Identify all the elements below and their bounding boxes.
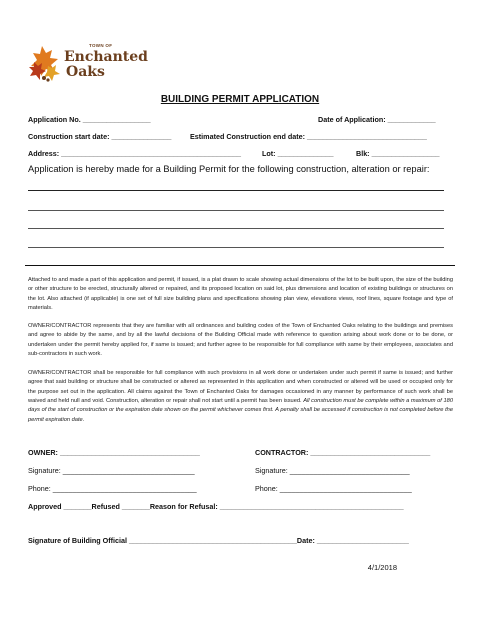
description-line-2[interactable] <box>28 210 444 211</box>
application-statement: Application is hereby made for a Building Permit for the following construction, alteration or repair: <box>28 164 430 174</box>
logo-town-text: TOWN OF <box>89 43 113 48</box>
section-divider <box>25 265 455 266</box>
application-no-field[interactable]: Application No. _________________ <box>28 115 151 124</box>
approval-field[interactable]: Approved _______Refused _______Reason for Refusal: ______________________________________________ <box>28 502 404 511</box>
footer-date: 4/1/2018 <box>367 563 397 572</box>
paragraph-responsibility <box>28 369 453 425</box>
building-official-signature-field[interactable]: Signature of Building Official __________________________________________Date: _______________________ <box>28 536 409 545</box>
paragraph-plat: Attached to and made a part of this application and permit, if issued, is a plat drawn to scale showing actual dimensions of the lot to be built upon, the size of the building or other structure to be erected, structurally altered or repaired, and its proposed location on said lot, plus dimensions and location of existing buildings or structures on the lot. Also attached (if applicable) is one set of full size building plans and specifications showing plan view, elevations views, roof lines, square footage and type of materials. <box>28 277 453 312</box>
owner-field[interactable]: OWNER: ___________________________________ <box>28 448 200 457</box>
description-line-4[interactable] <box>28 247 444 248</box>
town-logo <box>28 40 148 90</box>
lot-field[interactable]: Lot: ______________ <box>262 149 334 158</box>
paragraph-responsibility-text: OWNER/CONTRACTOR shall be responsible for full compliance with such provisions in all work done or undertaken under such permit if same is issued; and further agree that said building or structure shall be constructed or altered as represented in this application and when constructed or altered will be used or occupied only for the purpose set out in the application. All claims against the Town of Enchanted Oaks for damages occasioned in any manner by performance of such work shall be waived and held null and void. Construction, alteration or repair shall not start until a permit has been issued. <box>28 370 453 405</box>
contractor-field[interactable]: CONTRACTOR: ______________________________ <box>255 448 431 457</box>
oak-leaves-icon <box>28 44 64 84</box>
owner-signature-field[interactable]: Signature: _________________________________ <box>28 466 195 475</box>
logo-line-1: Enchanted <box>64 49 148 65</box>
paragraph-responsibility-italic: All construction must be complete within a maximum of 180 days of the start of construction or the expiration date shown on the permit whichever comes first. A penalty shall be accessed if construction is not completed before the permit expiration date. <box>28 398 453 423</box>
construction-start-field[interactable]: Construction start date: _______________ <box>28 132 172 141</box>
contractor-signature-field[interactable]: Signature: ______________________________ <box>255 466 410 475</box>
description-line-3[interactable] <box>28 228 444 229</box>
address-field[interactable]: Address: _____________________________________________ <box>28 149 242 158</box>
owner-phone-field[interactable]: Phone: ____________________________________ <box>28 484 197 493</box>
estimated-end-field[interactable]: Estimated Construction end date: ______________________________ <box>190 132 427 141</box>
logo-line-2: Oaks <box>66 64 105 80</box>
blk-field[interactable]: Blk: _________________ <box>356 149 440 158</box>
description-line-1[interactable] <box>28 190 444 191</box>
page-title: BUILDING PERMIT APPLICATION <box>160 94 320 105</box>
contractor-phone-field[interactable]: Phone: _________________________________ <box>255 484 412 493</box>
date-of-application-field[interactable]: Date of Application: ____________ <box>318 115 436 124</box>
paragraph-owner-represents: OWNER/CONTRACTOR represents that they are familiar with all ordinances and building codes of the Town of Enchanted Oaks relating to the buildings and premises and agree to abide by the same, and by all the lawful decisions of the Building Official made with reference to question arising about work done or to be done, or undertaken under the permit hereby applied for, if same is issued; and further agree to be responsible for full compliance with same by their employees, associates and sub-contractors in such work. <box>28 323 453 358</box>
